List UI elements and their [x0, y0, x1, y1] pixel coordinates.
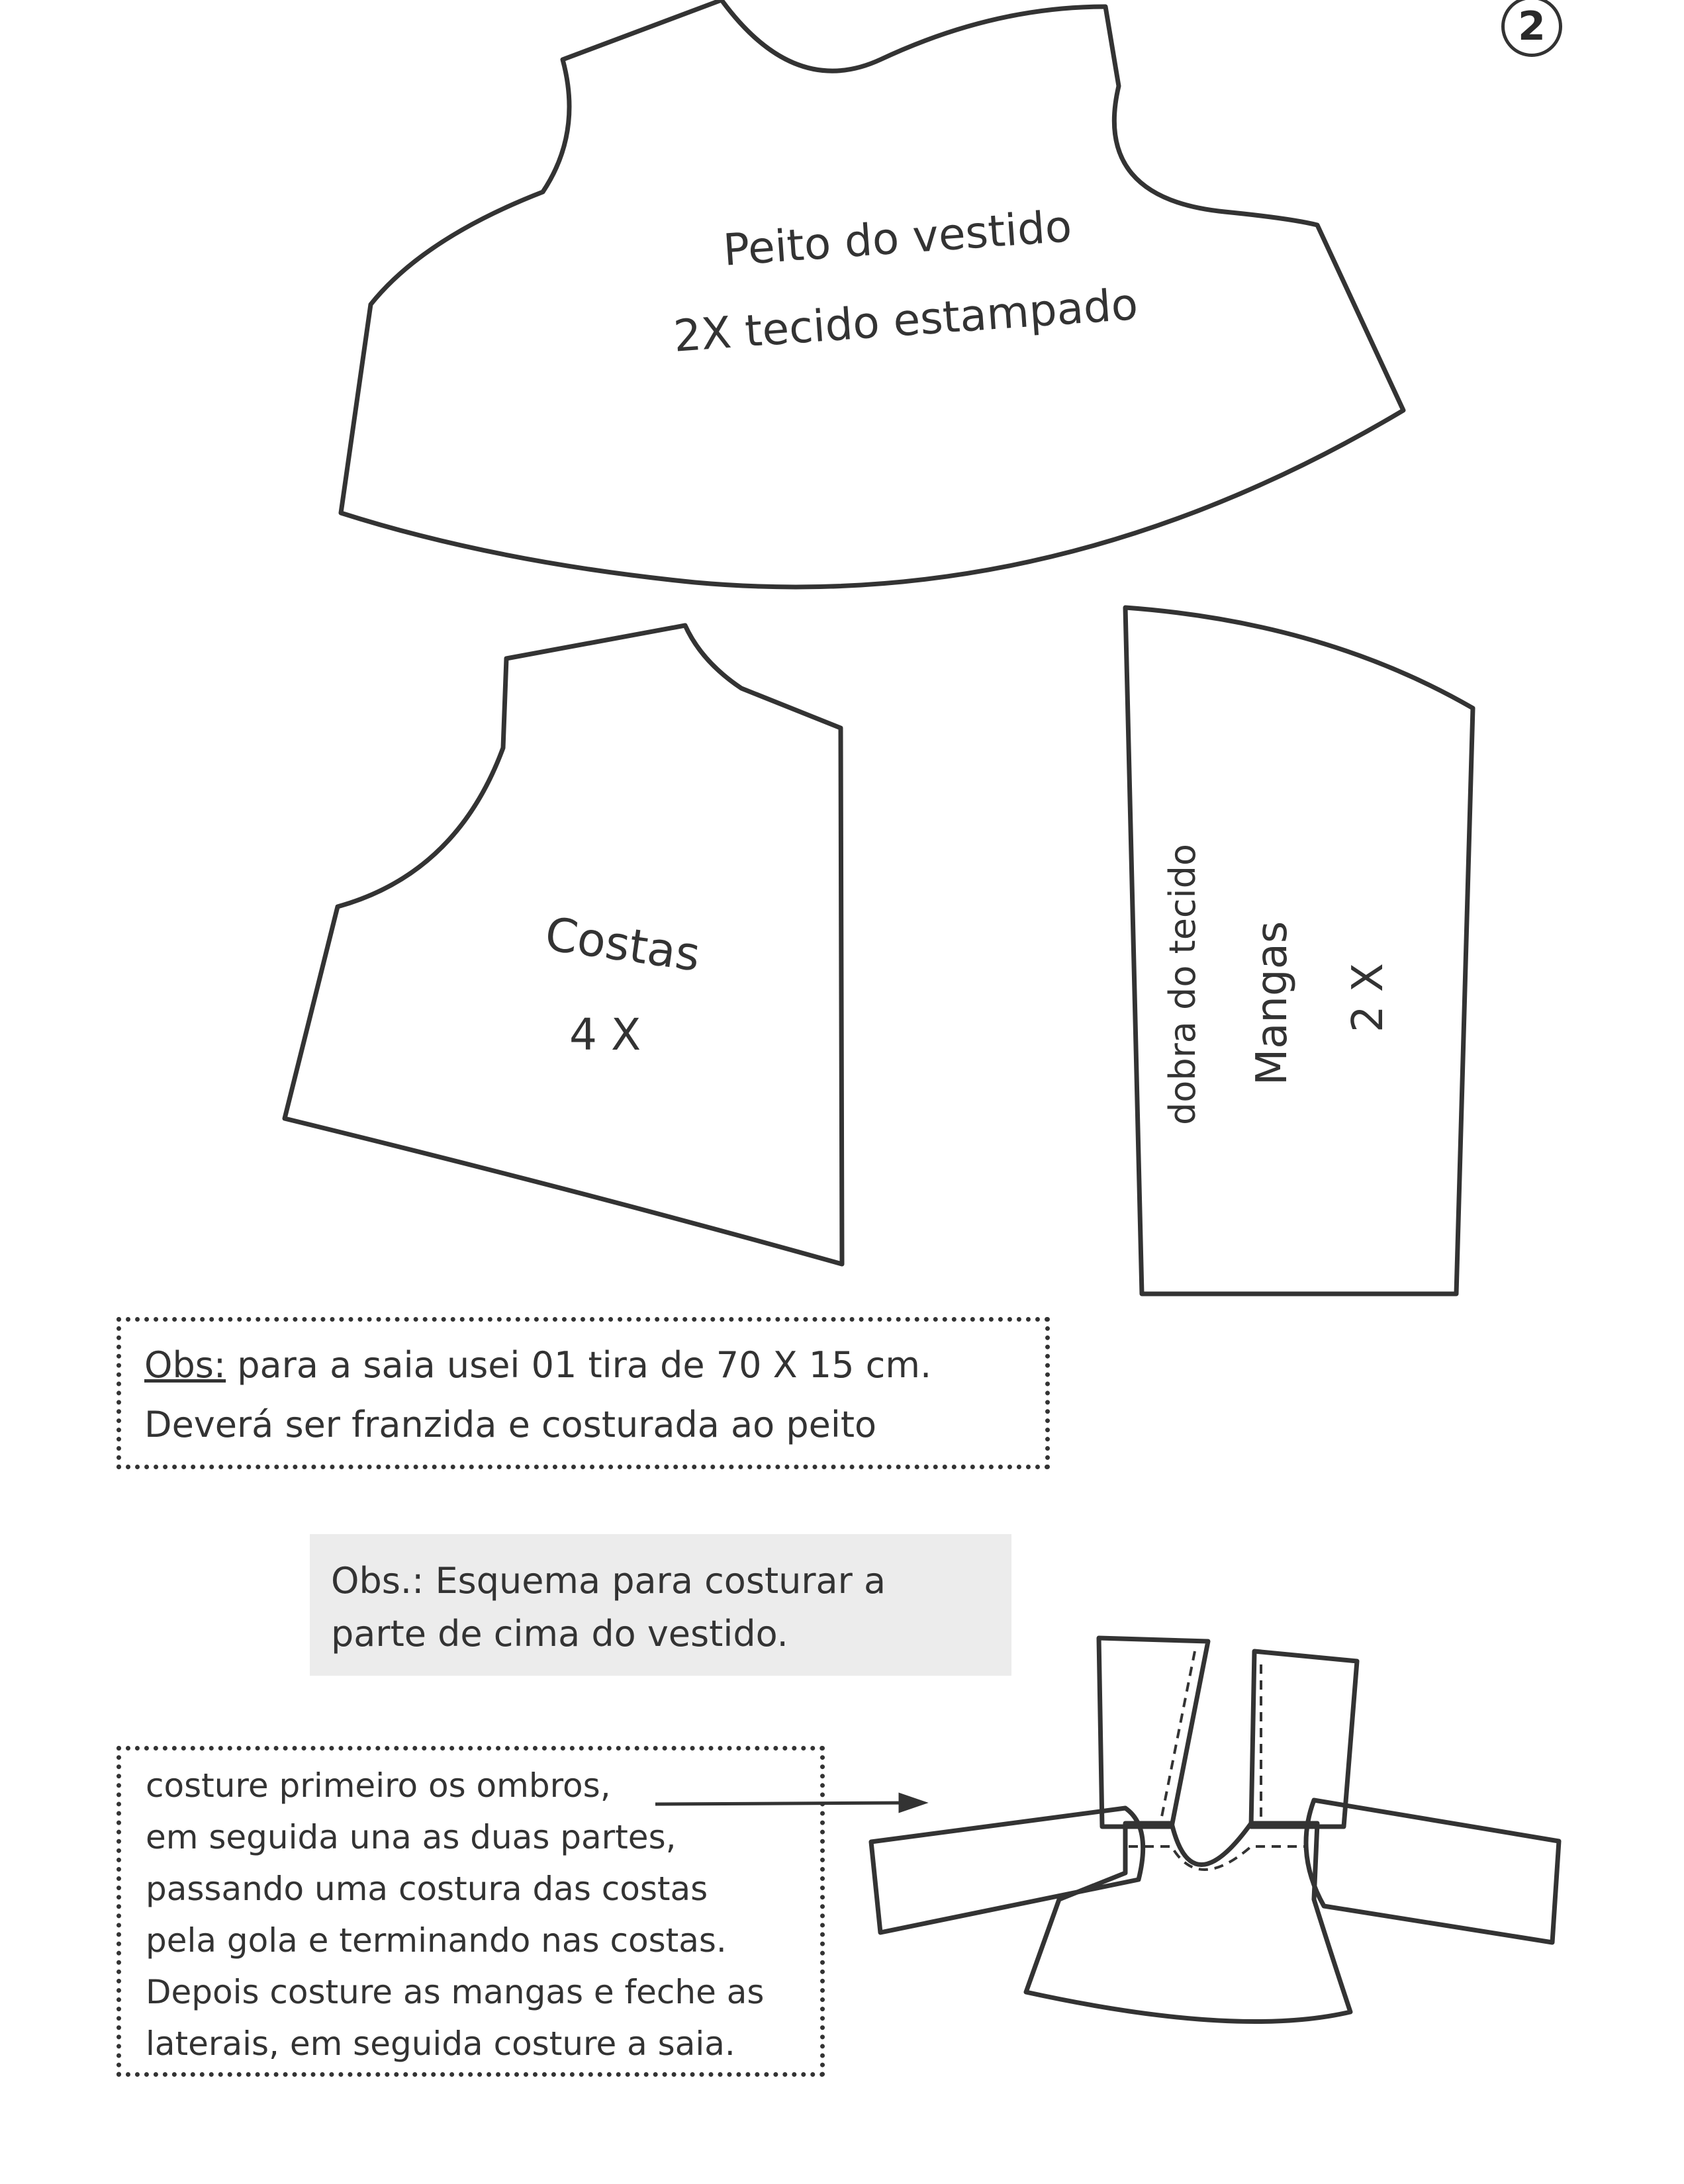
- instruction-line: laterais, em seguida costure a saia.: [146, 2025, 735, 2063]
- note-scheme-line2: parte de cima do vestido.: [331, 1613, 788, 1655]
- mangas-title: Mangas: [1248, 921, 1297, 1085]
- diagram-bodice: [1026, 1823, 1350, 2022]
- instruction-line: pela gola e terminando nas costas.: [146, 1921, 727, 1960]
- costas-count: 4 X: [569, 1009, 641, 1060]
- instruction-line: costure primeiro os ombros,: [146, 1766, 611, 1805]
- mangas-fold-label: dobra do tecido: [1162, 844, 1203, 1125]
- note-scheme-line1: Obs.: Esquema para costurar a: [331, 1560, 886, 1602]
- mangas-count: 2 X: [1344, 963, 1393, 1032]
- note-obs-label: Obs:: [144, 1344, 226, 1386]
- note-skirt-line2: Deverá ser franzida e costurada ao peito: [144, 1404, 877, 1445]
- diagram-left-shoulder: [1099, 1638, 1208, 1827]
- instruction-line: passando uma costura das costas: [146, 1870, 708, 1908]
- arrow-head: [900, 1795, 923, 1811]
- page-number: 2: [1501, 0, 1562, 57]
- costas-title: Costas: [541, 907, 704, 982]
- peito-pattern-piece: [341, 0, 1403, 587]
- note-skirt-line1: [144, 1337, 931, 1394]
- note-skirt-text: para a saia usei 01 tira de 70 X 15 cm.: [237, 1344, 932, 1386]
- peito-subtitle: 2X tecido estampado: [672, 278, 1140, 362]
- diagram-right-shoulder: [1251, 1651, 1357, 1827]
- instruction-line: em seguida una as duas partes,: [146, 1818, 677, 1856]
- instruction-line: Depois costure as mangas e feche as: [146, 1973, 765, 2011]
- peito-title: Peito do vestido: [722, 201, 1074, 276]
